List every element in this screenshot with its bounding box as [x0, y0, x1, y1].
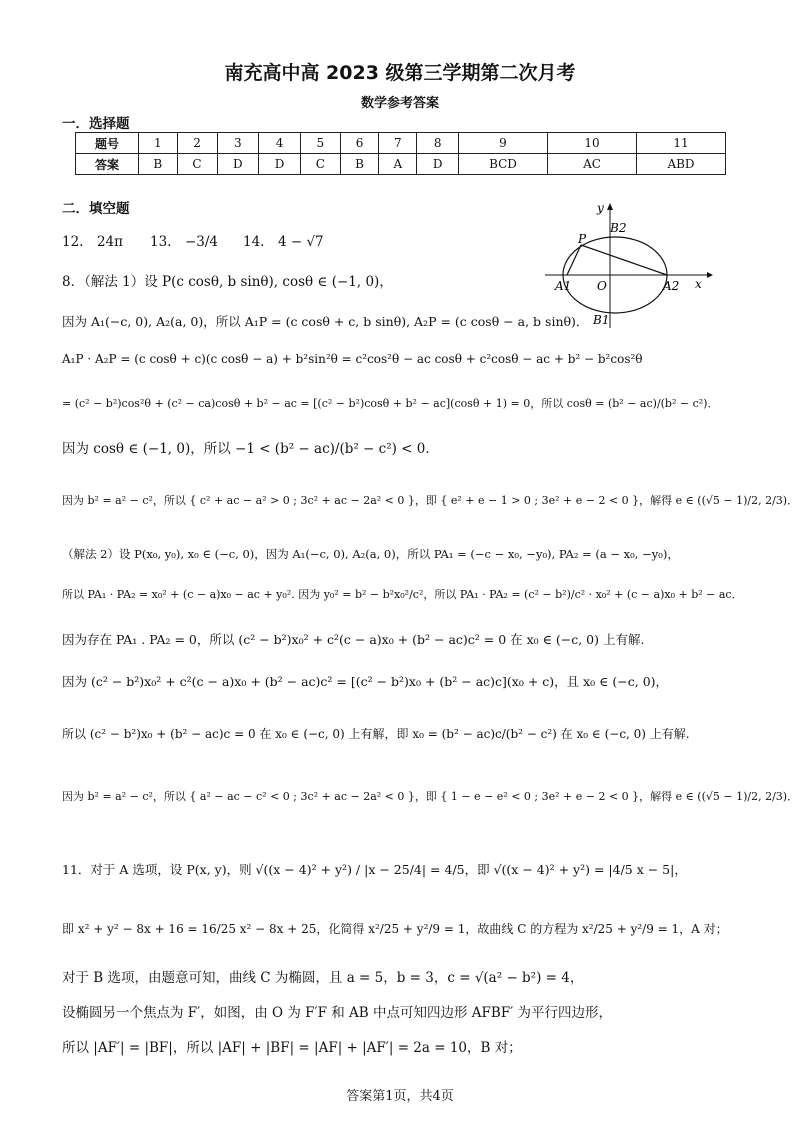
answer-table: [75, 132, 726, 175]
solution-line: 所以 (c² − b²)x₀ + (b² − ac)c = 0 在 x₀ ∈ (−c, 0) 上有解，即 x₀ = (b² − ac)c/(b² − c²) 在 x₀ ∈ (−c, 0) 上有解.: [62, 727, 690, 741]
fill-answer-13: 13. −3/4: [150, 234, 219, 250]
table-cell: 11: [637, 133, 726, 154]
table-cell: B: [340, 154, 379, 175]
x-axis-arrow-icon: [707, 272, 713, 278]
table-cell: 3: [217, 133, 259, 154]
solution-line: （解法 2）设 P(x₀, y₀), x₀ ∈ (−c, 0)，因为 A₁(−c, 0), A₂(a, 0)，所以 PA₁ = (−c − x₀, −y₀), PA₂ = (a − x₀, −y₀)，: [62, 547, 679, 561]
table-row-answers: [76, 154, 726, 175]
solution-line: 8．（解法 1）设 P(c cosθ, b sinθ), cosθ ∈ (−1, 0)，: [62, 274, 393, 290]
segment-a1-p: [567, 245, 581, 275]
fig-label: A1: [555, 279, 572, 293]
page-footer: 答案第1页，共4页: [346, 1089, 454, 1104]
y-axis-arrow-icon: [607, 203, 613, 210]
solution-line: 对于 B 选项，由题意可知，曲线 C 为椭圆，且 a = 5，b = 3，c = √(a² − b²) = 4，: [62, 970, 584, 986]
table-cell: 6: [340, 133, 379, 154]
solution-line: 所以 |AF′| = |BF|，所以 |AF| + |BF| = |AF| + |AF′| = 2a = 10，B 对；: [62, 1040, 522, 1056]
table-cell: ABD: [637, 154, 726, 175]
ellipse-figure: [545, 200, 715, 330]
table-cell: B: [139, 154, 178, 175]
table-cell: 8: [417, 133, 459, 154]
solution-line: 因为 A₁(−c, 0), A₂(a, 0)，所以 A₁P = (c cosθ + c, b sinθ), A₂P = (c cosθ − a, b sinθ)．: [62, 314, 589, 329]
table-cell: 7: [379, 133, 417, 154]
table-cell: A: [379, 154, 417, 175]
table-row-numbers: [76, 133, 726, 154]
solution-line: 所以 PA₁ · PA₂ = x₀² + (c − a)x₀ − ac + y₀². 因为 y₀² = b² − b²x₀²/c²，所以 PA₁ · PA₂ = (c² − b²)/c² · x₀² + (c − a)x₀ + b² − ac．: [62, 588, 743, 601]
solution-line: 因为 b² = a² − c²，所以 { a² − ac − c² < 0 ; 3c² + ac − 2a² < 0 }，即 { 1 − e − e² < 0 ; 3e² + e − 2 < 0 }，解得 e ∈ ((√5 − 1)/2, 2/3)．: [62, 790, 799, 803]
table-cell: 1: [139, 133, 178, 154]
fig-label: B1: [593, 313, 610, 327]
fig-label: O: [597, 279, 607, 293]
table-cell: 2: [177, 133, 217, 154]
page-subtitle: 数学参考答案: [360, 96, 439, 111]
table-cell: C: [177, 154, 217, 175]
solution-line: 因为 cosθ ∈ (−1, 0)，所以 −1 < (b² − ac)/(b² − c²) < 0．: [62, 441, 439, 457]
table-cell: D: [259, 154, 301, 175]
fig-label: y: [597, 201, 604, 215]
solution-line: 因为存在 PA₁ . PA₂ = 0，所以 (c² − b²)x₀² + c²(c − a)x₀ + (b² − ac)c² = 0 在 x₀ ∈ (−c, 0) 上有解.: [62, 632, 645, 647]
table-cell: 5: [300, 133, 340, 154]
fill-answer-12: 12. 24π: [62, 234, 124, 250]
solution-line: = (c² − b²)cos²θ + (c² − ca)cosθ + b² − ac = [(c² − b²)cosθ + b² − ac](cosθ + 1) = 0，所以 cosθ = (b² − ac)/(b² − c²)．: [62, 397, 719, 410]
table-header-answer: 答案: [76, 154, 139, 175]
table-cell: 9: [459, 133, 548, 154]
table-cell: D: [217, 154, 259, 175]
section-fill-heading: 二．填空题: [62, 201, 130, 217]
solution-line: 因为 b² = a² − c²，所以 { c² + ac − a² > 0 ; 3c² + ac − 2a² < 0 }，即 { e² + e − 1 > 0 ; 3e² + e − 2 < 0 }，解得 e ∈ ((√5 − 1)/2, 2/3)．: [62, 494, 799, 507]
solution-line: 设椭圆另一个焦点为 F′，如图，由 O 为 F′F 和 AB 中点可知四边形 AFBF′ 为平行四边形，: [62, 1005, 613, 1021]
table-cell: BCD: [459, 154, 548, 175]
fig-label: B2: [610, 221, 627, 235]
fig-label: P: [578, 232, 587, 246]
fig-label: A2: [663, 279, 680, 293]
solution-line: 即 x² + y² − 8x + 16 = 16/25 x² − 8x + 25，化简得 x²/25 + y²/9 = 1，故曲线 C 的方程为 x²/25 + y²/9 = 1，A 对；: [62, 922, 728, 936]
fill-answer-14: 14. 4 − √7: [243, 234, 324, 250]
table-cell: C: [300, 154, 340, 175]
section-choice-heading: 一．选择题: [62, 116, 130, 132]
solution-line: 11．对于 A 选项，设 P(x, y)，则 √((x − 4)² + y²) / |x − 25/4| = 4/5，即 √((x − 4)² + y²) = |4/5 x − 5|，: [62, 862, 687, 877]
table-cell: 4: [259, 133, 301, 154]
page-title: 南充高中高 2023 级第三学期第二次月考: [224, 62, 576, 84]
fig-label: x: [695, 277, 702, 291]
solution-line: A₁P · A₂P = (c cosθ + c)(c cosθ − a) + b²sin²θ = c²cos²θ − ac cosθ + c²cosθ − ac + b² − b²cos²θ: [62, 352, 643, 366]
table-cell: D: [417, 154, 459, 175]
table-header-number: 题号: [76, 133, 139, 154]
table-cell: 10: [548, 133, 637, 154]
solution-line: 因为 (c² − b²)x₀² + c²(c − a)x₀ + (b² − ac)c² = [(c² − b²)x₀ + (b² − ac)c](x₀ + c)，且 x₀ ∈ (−c, 0)，: [62, 674, 669, 689]
table-cell: AC: [548, 154, 637, 175]
